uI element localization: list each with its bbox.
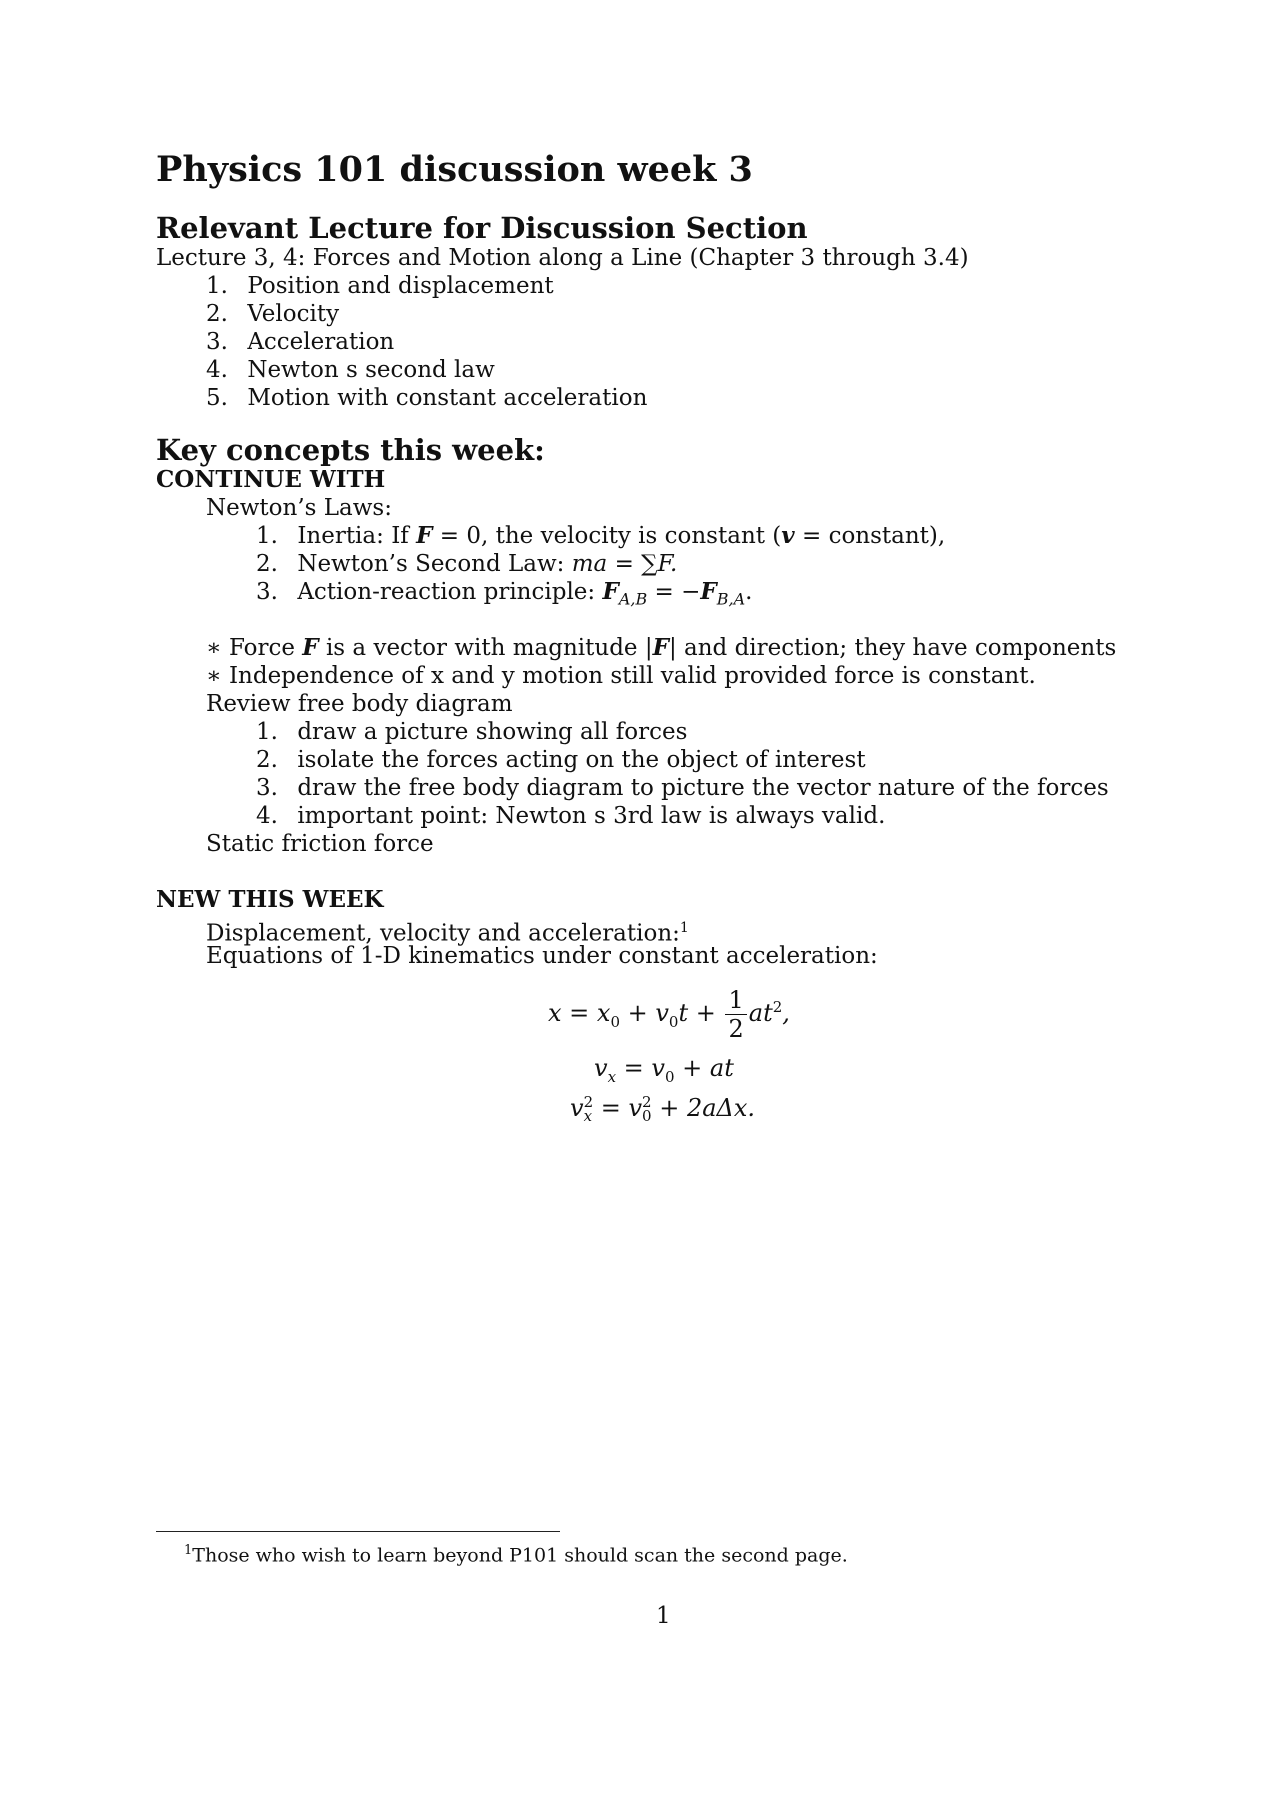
newtons-laws-list <box>256 522 946 609</box>
list-item: 3. Acceleration <box>206 329 395 355</box>
force-vector-note: ∗ Force F is a vector with magnitude |F| and direction; they have components <box>206 634 1117 661</box>
footnote-ref: 1 <box>679 920 689 936</box>
new-this-week-heading: NEW THIS WEEK <box>156 886 384 913</box>
list-item: 4. important point: Newton s 3rd law is always valid. <box>256 803 886 829</box>
list-item: 2. Newton’s Second Law: ma = ∑F. <box>256 551 678 577</box>
equation-position: $x = x_0 + v_0t$ + $\frac{1}{2}$ $at^2$, <box>548 986 790 1043</box>
static-friction-label: Static friction force <box>206 831 434 857</box>
list-item: 1. Inertia: If F = 0, the velocity is constant (v = constant), <box>256 522 946 549</box>
footnote-divider <box>156 1531 560 1532</box>
page-number: 1 <box>656 1603 671 1629</box>
displacement-line: Displacement, velocity and acceleration:$^1$ <box>206 920 689 947</box>
lecture-line: Lecture 3, 4: Forces and Motion along a Line (Chapter 3 through 3.4) <box>156 245 969 271</box>
independence-note: ∗ Independence of x and y motion still valid provided force is constant. <box>206 663 1036 689</box>
list-item: 4. Newton s second law <box>206 357 495 383</box>
lecture-topics-list <box>206 272 647 412</box>
review-fbd-label: Review free body diagram <box>206 691 513 717</box>
continue-with-heading: CONTINUE WITH <box>156 466 386 493</box>
footnote: $^1$Those who wish to learn beyond P101 should scan the second page. <box>184 1543 848 1567</box>
relevant-lecture-heading: Relevant Lecture for Discussion Section <box>156 211 808 245</box>
list-item: 2. isolate the forces acting on the object of interest <box>256 747 866 773</box>
kinematics-intro: Equations of 1-D kinematics under constant acceleration: <box>206 943 878 969</box>
list-item: 3. Action-reaction principle: $F_{A,B} = -F_{B,A}$. <box>256 578 753 609</box>
key-concepts-heading: Key concepts this week: <box>156 433 545 467</box>
list-item: 3. draw the free body diagram to picture the vector nature of the forces <box>256 775 1109 801</box>
newtons-laws-label: Newton’s Laws: <box>206 495 392 521</box>
list-item: 1. Position and displacement <box>206 273 554 299</box>
list-item: 5. Motion with constant acceleration <box>206 385 648 411</box>
list-item: 1. draw a picture showing all forces <box>256 719 688 745</box>
list-item: 2. Velocity <box>206 301 340 327</box>
equation-velocity-squared: v 2 x = v 2 0 + 2aΔx. <box>570 1093 756 1125</box>
equation-velocity: $v_x = v_0$ + at <box>594 1054 734 1086</box>
page-title: Physics 101 discussion week 3 <box>156 149 753 190</box>
fbd-steps-list <box>256 718 1109 830</box>
